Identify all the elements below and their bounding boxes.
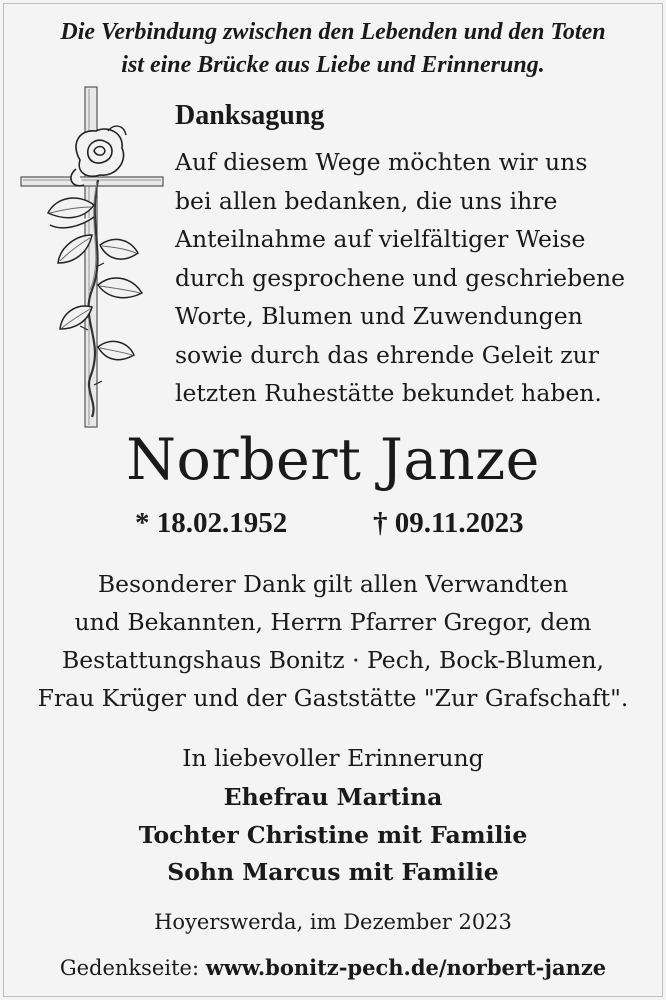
special-thanks-line: Bestattungshaus Bonitz · Pech, Bock-Blumen, [61,646,605,674]
thanks-text [175,143,655,413]
deceased-name: Norbert Janze [126,427,540,493]
thanks-line: Auf diesem Wege möchten wir uns [175,148,588,176]
thanks-title: Danksagung [175,100,325,131]
birth-date: * 18.02.1952 [135,507,288,539]
motto [0,16,666,82]
special-thanks-line: Besonderer Dank gilt allen Verwandten [97,570,569,598]
memorial-page-label: Gedenkseite: [59,956,200,980]
special-thanks-line: Frau Krüger und der Gaststätte "Zur Grafschaft". [37,684,629,712]
motto-line-2: ist eine Brücke aus Liebe und Erinnerung. [121,52,545,78]
family-member: Ehefrau Martina [223,783,443,811]
thanks-line: sowie durch das ehrende Geleit zur [175,340,599,369]
memorial-page [0,953,666,983]
death-date: † 09.11.2023 [373,507,524,539]
thanks-line: Worte, Blumen und Zuwendungen [175,302,583,330]
special-thanks [0,565,666,717]
family-member: Sohn Marcus mit Familie [167,858,499,886]
family-member: Tochter Christine mit Familie [138,820,528,849]
thanks-line: bei allen bedanken, die uns ihre [175,186,558,215]
place-date: Hoyerswerda, im Dezember 2023 [154,910,512,934]
memory-intro: In liebevoller Erinnerung [182,744,484,772]
thanks-line: letzten Ruhestätte bekundet haben. [175,379,602,407]
thanks-line: durch gesprochene und geschriebene [175,263,626,292]
memorial-page-link[interactable]: www.bonitz-pech.de/norbert-janze [205,955,607,980]
motto-line-1: Die Verbindung zwischen den Lebenden und den Toten [60,19,606,45]
thanks-line: Anteilnahme auf vielfältiger Weise [175,225,586,253]
family-list [0,779,666,892]
cross-with-rose-icon [18,85,168,430]
special-thanks-line: und Bekannten, Herrn Pfarrer Gregor, dem [74,608,592,636]
